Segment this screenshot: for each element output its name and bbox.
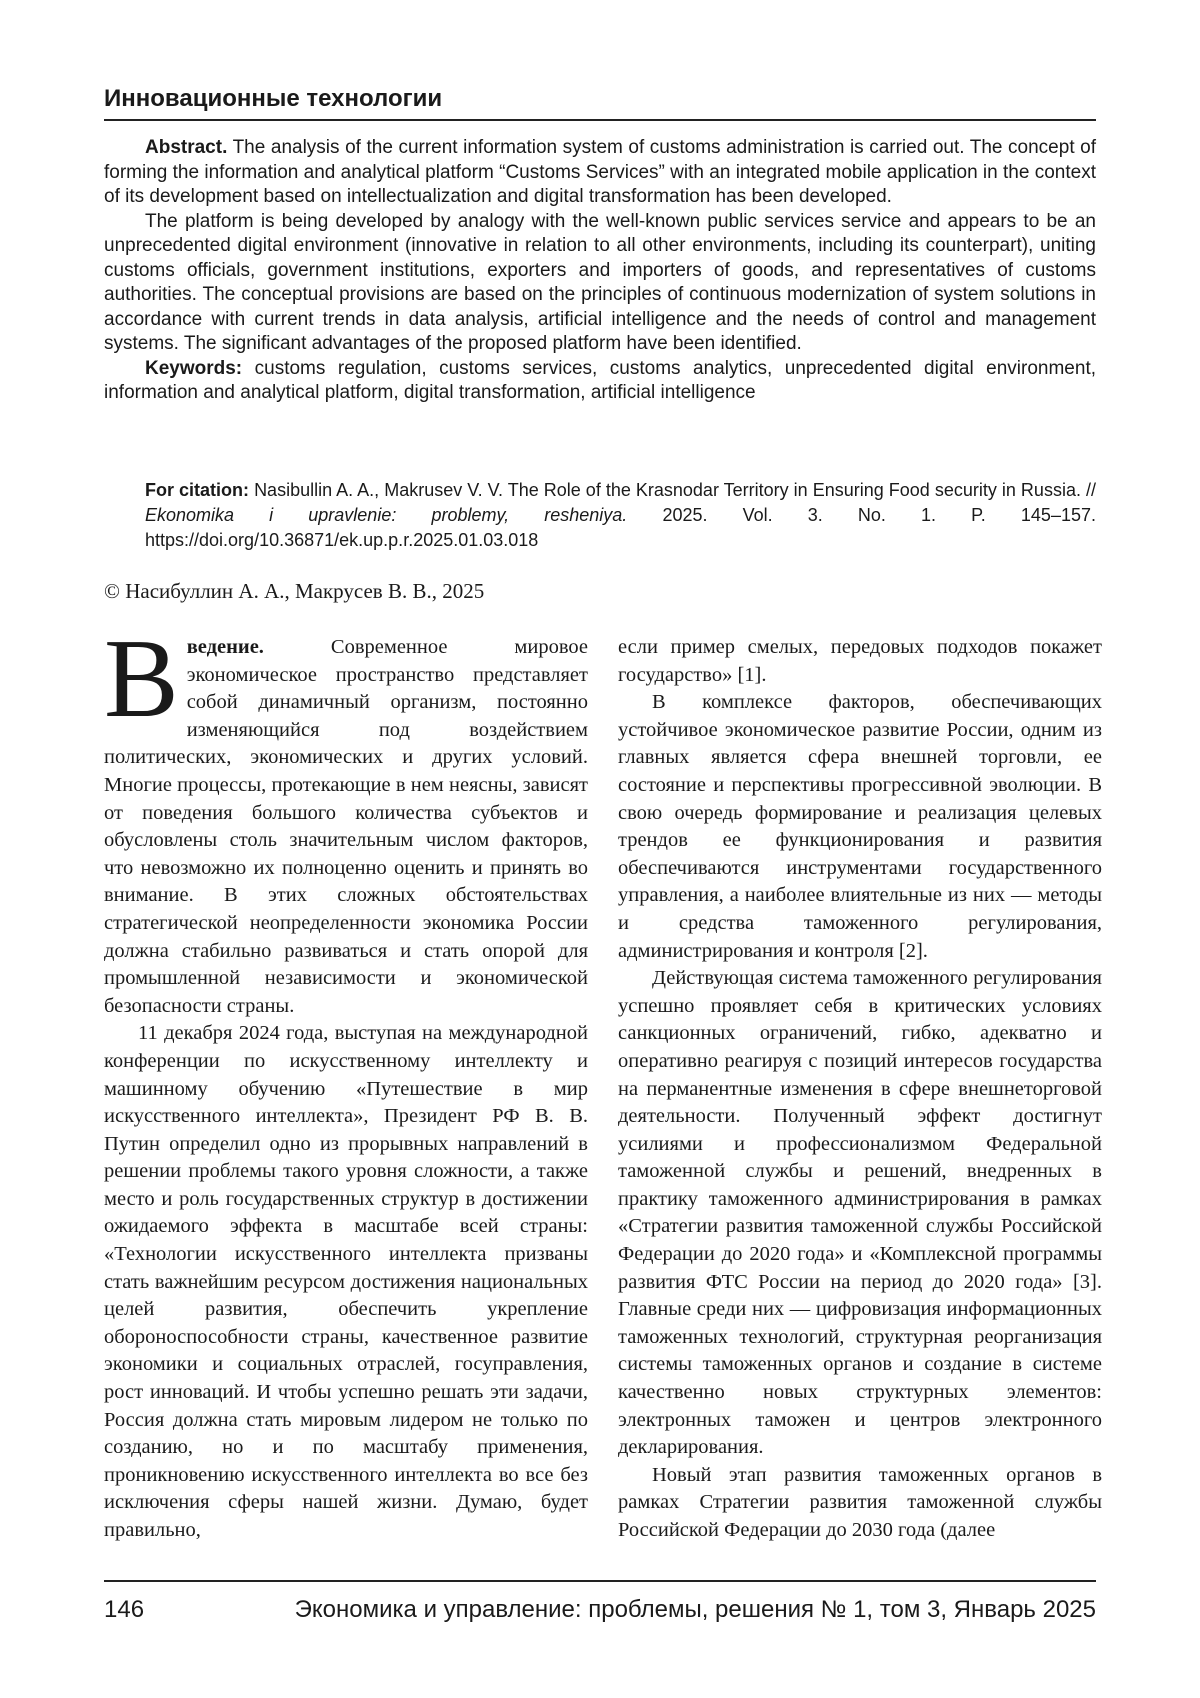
section-title: Инновационные технологии bbox=[104, 85, 443, 112]
citation-authors-title: Nasibullin A. A., Makrusev V. V. The Role of the Krasnodar Territory in Ensuring Food security in Russia. // bbox=[254, 480, 1096, 500]
journal-page bbox=[104, 0, 1102, 1698]
citation-block bbox=[145, 478, 1096, 553]
abstract-block bbox=[104, 136, 1096, 406]
body-paragraph-5: Новый этап развития таможенных органов в рамках Стратегии развития таможенной службы Российской Федерации до 2030 года (далее bbox=[618, 1463, 1102, 1541]
keywords-text: customs regulation, customs services, customs analytics, unprecedented digital environment, information and analytical platform, digital transformation, artificial intelligence bbox=[104, 357, 1096, 403]
body-paragraph-2: 11 декабря 2024 года, выступая на международной конференции по искусственному интеллекту и машинному обучению «Путешествие в мир искусственного интеллекта», Президент РФ В. В. Путин определил одно из прорывных направлений в решении проблемы такого уровня сложности, а также место и роль государственных структур в достижении ожидаемого эффекта в масштабе всей страны: «Технологии искусственного интеллекта призваны стать важнейшим ресурсом достижения национальных целей развития, обеспечить укрепление обороноспособности страны, качественное развитие экономики и социальных отраслей, госуправления, рост инноваций. И чтобы успешно решать эти задачи, Россия должна стать мировым лидером не только по созданию, но и по масштабу применения, проникновению искусственного интеллекта во все без исключения сферы нашей жизни. Думаю, будет правильно, bbox=[104, 1022, 588, 1541]
body-paragraph-intro bbox=[104, 617, 588, 1020]
page-number: 146 bbox=[104, 1596, 145, 1623]
intro-heading: ведение. bbox=[186, 636, 264, 658]
citation-details: 2025. Vol. 3. No. 1. P. 145–157. https://doi.org/10.36871/ek.up.p.r.2025.01.03.018 bbox=[145, 505, 1096, 550]
intro-text: Современное мировое экономическое пространство представляет собой динамичный организм, постоянно изменяющийся под воздействием политических, экономических и других условий. Многие процессы, протекающие в нем неясны, зависят от поведения большого количества субъектов и обусловлены столь значительным числом факторов, что невозможно их полноценно оценить и принять во внимание. В этих сложных обстоятельствах стратегической неопределенности экономика России должна стабильно развиваться и стать опорой для промышленной независимости и экономической безопасности страны. bbox=[104, 636, 588, 1017]
right-column bbox=[618, 634, 1102, 1545]
keywords-label: Keywords: bbox=[145, 357, 243, 379]
article-body bbox=[104, 617, 1102, 1544]
abstract-paragraph-2: The platform is being developed by analogy with the well-known public services service and appears to be an unprecedented digital environment (innovative in relation to all other environments, including its counterpart), uniting customs officials, government institutions, exporters and importers of goods, and representatives of customs authorities. The conceptual provisions are based on the principles of continuous modernization of system solutions in accordance with current trends in data analysis, artificial intelligence and the needs of control and management systems. The significant advantages of the proposed platform have been identified. bbox=[104, 210, 1096, 354]
copyright-line: © Насибуллин А. А., Макрусев В. В., 2025 bbox=[104, 579, 485, 603]
abstract-text-1: The analysis of the current information system of customs administration is carried out. The concept of forming the information and analytical platform “Customs Services” with an integrated mobile application in the context of its development based on intellectualization and digital transformation has been developed. bbox=[104, 137, 1096, 207]
footer-rule bbox=[104, 1580, 1096, 1582]
left-column bbox=[104, 617, 588, 1545]
body-paragraph-3: В комплексе факторов, обеспечивающих устойчивое экономическое развитие России, одним из главных является сфера внешней торговли, ее состояние и перспективы прогрессивной эволюции. В свою очередь формирование и реализация целевых трендов ее функционирования и развития обеспечиваются инструментами государственного управления, а наиболее влиятельные из них — методы и средства таможенного регулирования, администрирования и контроля [2]. bbox=[618, 691, 1102, 962]
journal-name: Экономика и управление: проблемы, решения № 1, том 3, Январь 2025 bbox=[294, 1596, 1096, 1623]
citation-label: For citation: bbox=[145, 480, 250, 500]
abstract-paragraph-1 bbox=[104, 136, 1096, 210]
drop-cap: В bbox=[104, 617, 179, 741]
keywords-paragraph bbox=[104, 357, 1096, 406]
body-paragraph-2-continued: если пример смелых, передовых подходов покажет государство» [1]. bbox=[618, 636, 1102, 686]
abstract-label: Abstract. bbox=[145, 137, 228, 158]
citation-journal: Ekonomika i upravlenie: problemy, resheniya. bbox=[145, 505, 628, 525]
body-paragraph-4: Действующая система таможенного регулирования успешно проявляет себя в критических условиях санкционных ограничений, гибко, адекватно и оперативно реагируя с позиций интересов государства на перманентные изменения в сфере внешнеторговой деятельности. Полученный эффект достигнут усилиями и профессионализмом Федеральной таможенной службы и решений, внедренных в практику таможенного администрирования в рамках «Стратегии развития таможенной службы Российской Федерации до 2020 года» и «Комплексной программы развития ФТС России на период до 2020 года» [3]. Главные среди них — цифровизация информационных таможенных технологий, структурная реорганизация системы таможенных органов и создание в системе качественно новых структурных элементов: электронных таможен и центров электронного декларирования. bbox=[618, 967, 1102, 1459]
header-rule bbox=[104, 119, 1096, 121]
